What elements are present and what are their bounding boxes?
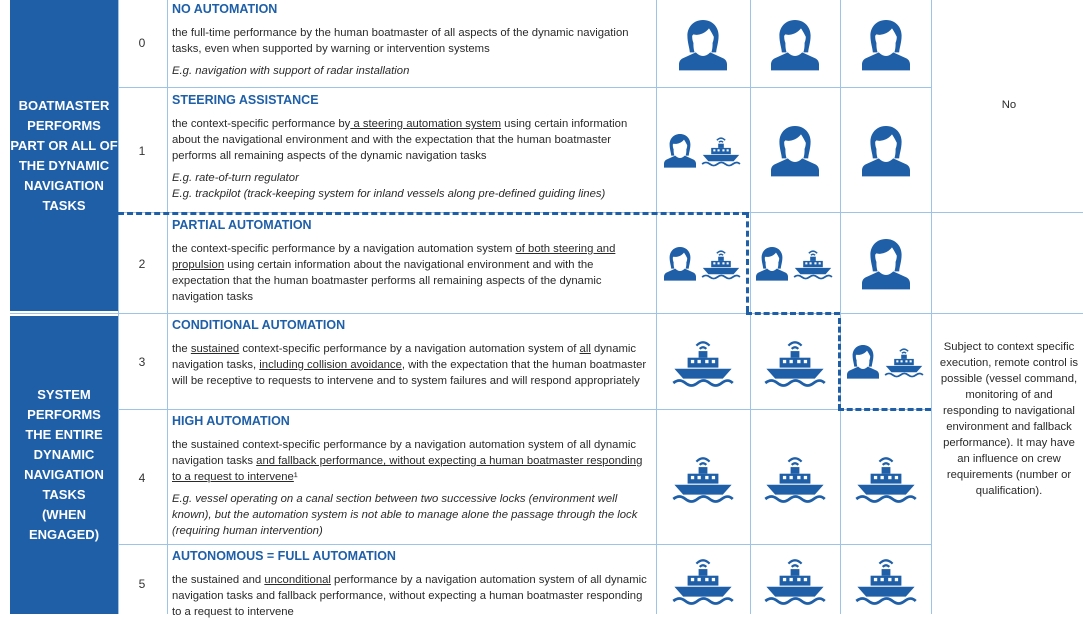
icon-cell [750, 87, 840, 212]
icon-cell [840, 544, 931, 614]
icon-cell [656, 87, 750, 212]
level-number: 2 [138, 257, 146, 271]
ship-icon [792, 246, 834, 280]
level-example: E.g. vessel operating on a canal section between two successive locks (environment well known), but the automation system is not able to manage alone the passage through the lock (requiring human intervention) [172, 493, 638, 537]
level-number: 4 [138, 471, 146, 485]
category-system-label: SYSTEM PERFORMS THE ENTIRE DYNAMIC NAVIGATION TASKS (WHEN ENGAGED) [24, 387, 104, 542]
responsibility-boundary [118, 212, 748, 215]
person-icon [847, 343, 879, 379]
grid-line [118, 0, 119, 614]
person-icon [771, 17, 819, 71]
level-number: 3 [138, 355, 146, 369]
level-example: E.g. navigation with support of radar installation [172, 65, 410, 77]
level-description [172, 218, 650, 305]
person-icon [862, 236, 910, 290]
grid-line [931, 0, 932, 614]
remote-note: Subject to context specific execution, remote control is possible (vessel command, monitoring of and responding to navigational environment and fallback performance). It may have an influence on crew requirements (number or qualification). [939, 341, 1079, 497]
icon-cell [656, 544, 750, 614]
ship-icon [853, 450, 919, 504]
ship-icon [670, 450, 736, 504]
icon-cell [656, 313, 750, 409]
ship-icon [762, 552, 828, 606]
responsibility-boundary [838, 408, 931, 411]
level-title: CONDITIONAL AUTOMATION [172, 318, 346, 332]
responsibility-boundary [838, 318, 841, 410]
icon-cell [750, 409, 840, 544]
level-title: NO AUTOMATION [172, 2, 278, 16]
definition-segment: the sustained and [172, 574, 265, 586]
person-icon [679, 17, 727, 71]
definition-segment: dynamic navigation tasks, [172, 343, 637, 371]
level-definition [172, 25, 650, 57]
definition-segment: the sustained context-specific performance by a navigation automation system of all dynamic navigation tasks [172, 439, 637, 467]
level-description [172, 318, 650, 389]
definition-segment: the full-time performance by the human boatmaster of all aspects of the dynamic navigation tasks, even when supported by warning or intervention systems [172, 27, 629, 55]
level-number: 1 [138, 144, 146, 158]
icon-cell [750, 544, 840, 614]
ship-icon [700, 133, 742, 167]
definition-segment: a steering automation system [350, 118, 502, 130]
person-icon [862, 17, 910, 71]
icon-cell [840, 0, 931, 87]
grid-line [167, 0, 168, 614]
level-example: E.g. rate-of-turn regulator [172, 172, 299, 184]
definition-segment: including collision avoidance [259, 359, 402, 371]
icon-cell [656, 212, 750, 313]
level-title: HIGH AUTOMATION [172, 414, 290, 428]
level-definition [172, 572, 650, 620]
level-description [172, 93, 650, 202]
person-icon [862, 123, 910, 177]
remote-no-label: No [1001, 99, 1017, 111]
icon-cell [750, 0, 840, 87]
icon-cell [656, 0, 750, 87]
icon-cell [840, 409, 931, 544]
person-icon [664, 245, 696, 281]
definition-segment: , with the expectation that the human boatmaster will be receptive to requests to intervene and to system failures and will respond appropriately [172, 359, 647, 387]
definition-segment: and fallback performance, without expecting a human boatmaster responding to a request to intervene [172, 455, 643, 483]
level-definition [172, 341, 650, 389]
definition-segment: ¹ [293, 471, 298, 483]
definition-segment: using certain information about the navigational environment and with the expectation that the human boatmaster performs all remaining aspects of the dynamic navigation tasks [172, 259, 602, 303]
level-number: 0 [138, 36, 146, 50]
level-title: STEERING ASSISTANCE [172, 93, 319, 107]
category-system [10, 316, 118, 614]
ship-icon [853, 552, 919, 606]
definition-segment: the [172, 343, 191, 355]
level-description [172, 549, 650, 620]
responsibility-boundary [746, 212, 749, 312]
icon-cell [840, 87, 931, 212]
person-icon [664, 132, 696, 168]
icon-cell [840, 212, 931, 313]
level-number: 5 [138, 577, 146, 591]
person-icon [771, 123, 819, 177]
level-definition [172, 437, 650, 485]
category-boatmaster-label: BOATMASTER PERFORMS PART OR ALL OF THE DYNAMIC NAVIGATION TASKS [10, 97, 118, 213]
level-example: E.g. trackpilot (track-keeping system for inland vessels along pre-defined guiding lines) [172, 188, 606, 200]
definition-segment: the context-specific performance by [172, 118, 351, 130]
level-title: AUTONOMOUS = FULL AUTOMATION [172, 549, 396, 563]
ship-icon [700, 246, 742, 280]
level-definition [172, 116, 650, 164]
icon-cell [656, 409, 750, 544]
ship-icon [670, 552, 736, 606]
responsibility-boundary [746, 312, 840, 315]
level-description [172, 414, 650, 539]
definition-segment: using certain information about the navigational environment and with the expectation that the human boatmaster performs all remaining aspects of the dynamic navigation tasks [172, 118, 628, 162]
icon-cell [750, 313, 840, 409]
person-icon [756, 245, 788, 281]
icon-cell [840, 313, 931, 409]
ship-icon [762, 450, 828, 504]
ship-icon [762, 334, 828, 388]
ship-icon [670, 334, 736, 388]
icon-cell [750, 212, 840, 313]
definition-segment: sustained [190, 343, 240, 355]
definition-segment: all [579, 343, 591, 355]
definition-segment: context-specific performance by a navigation automation system of [239, 343, 580, 355]
definition-segment: the context-specific performance by a navigation automation system [172, 243, 516, 255]
level-description [172, 2, 650, 79]
definition-segment: performance by a navigation automation system of all dynamic navigation tasks and fallback performance, without expecting a human boatmaster responding to a request to intervene [172, 574, 647, 618]
ship-icon [883, 344, 925, 378]
category-boatmaster [10, 0, 118, 311]
definition-segment: unconditional [264, 574, 331, 586]
definition-segment: of both steering and propulsion [172, 243, 616, 271]
level-title: PARTIAL AUTOMATION [172, 218, 312, 232]
level-definition [172, 241, 650, 305]
